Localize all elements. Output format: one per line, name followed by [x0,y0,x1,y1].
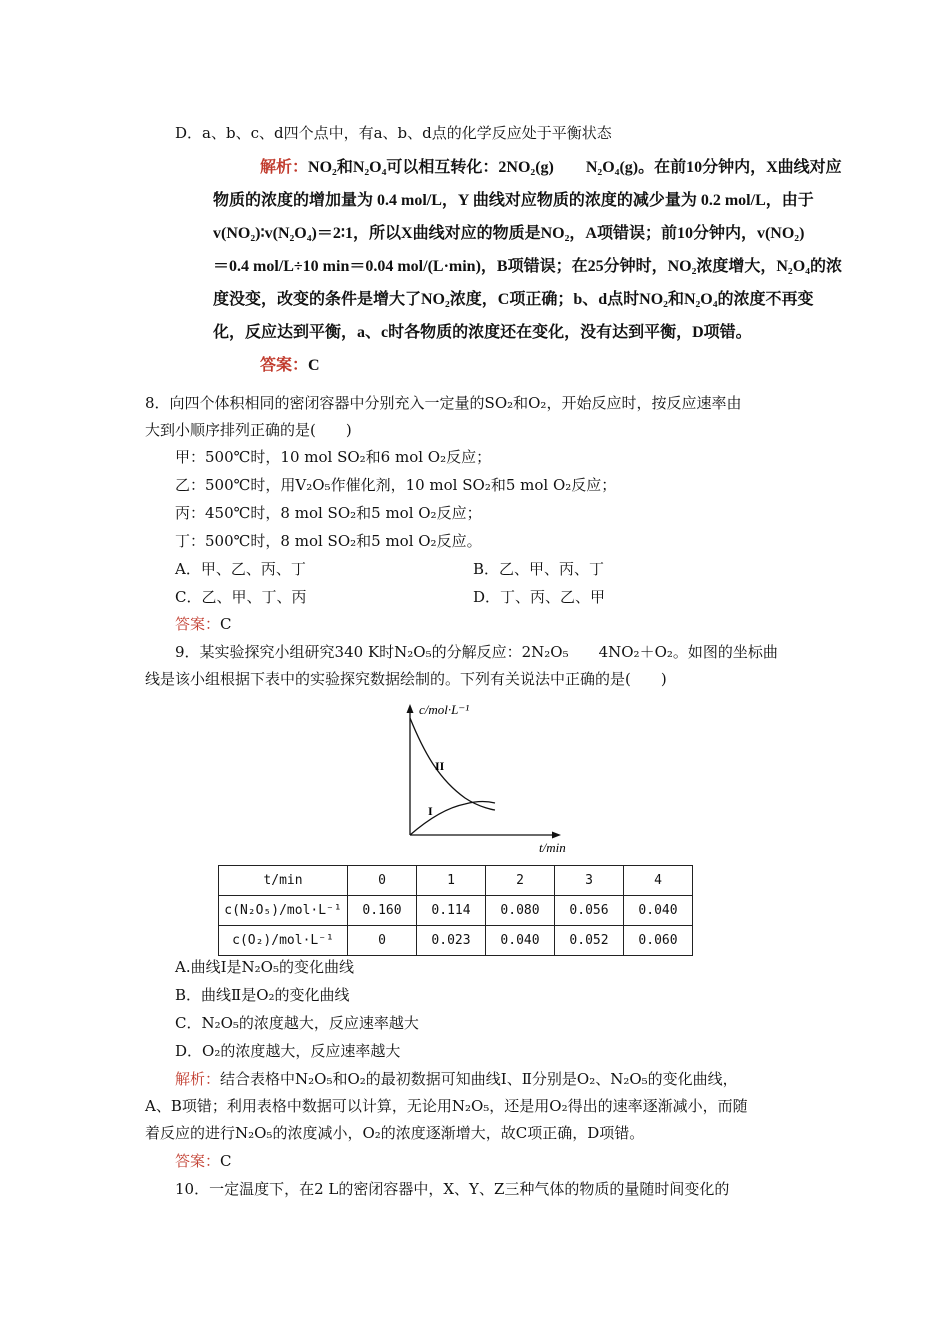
q9-explanation-line-3: 着反应的进行N₂O₅的浓度减小，O₂的浓度逐渐增大，故C项正确，D项错。 [145,1124,645,1142]
q7-answer: 答案：C [260,357,320,374]
q8-cond-jia: 甲：500℃时，10 mol SO₂和6 mol O₂反应； [175,448,492,466]
table-cell: c(O₂)/mol·L⁻¹ [219,926,348,956]
q9-option-c: C．N₂O₅的浓度越大，反应速率越大 [175,1014,419,1032]
q7-explanation-line-5: 度没变，改变的条件是增大了NO₂浓度，C项正确；b、d点时NO₂和N₂O₄的浓度不再变 [213,291,814,308]
q9-option-b: B．曲线Ⅱ是O₂的变化曲线 [175,986,350,1004]
q8-answer: 答案：C [175,615,232,633]
q9-stem-1: 9．某实验探究小组研究340 K时N₂O₅的分解反应：2N₂O₅ 4NO₂＋O₂。如图的坐标曲 [175,643,778,661]
x-axis-arrow [552,832,561,839]
q9-option-d: D．O₂的浓度越大，反应速率越大 [175,1042,401,1060]
q7-explanation-line-2: 物质的浓度的增加量为 0.4 mol/L，Y 曲线对应物质的浓度的减少量为 0.2 mol/L，由于 [213,192,814,209]
table-cell: 0.040 [624,896,693,926]
data-table [218,865,693,956]
q8-stem-1: 8．向四个体积相同的密闭容器中分别充入一定量的SO₂和O₂，开始反应时，按反应速率由 [145,394,742,412]
q8-stem-2: 大到小顺序排列正确的是( ) [145,421,352,439]
q9-stem-2: 线是该小组根据下表中的实验探究数据绘制的。下列有关说法中正确的是( ) [145,670,667,688]
concentration-time-graph [395,700,585,855]
q7-explanation-label: 解析： [260,159,309,176]
q7-explanation-line-3: v(NO₂)∶v(N₂O₄)＝2∶1，所以X曲线对应的物质是NO₂，A项错误；前10分钟内，v(NO₂) [213,225,805,242]
q8-cond-ding: 丁：500℃时，8 mol SO₂和5 mol O₂反应。 [175,532,482,550]
q7-explanation-line-4: ＝0.4 mol/L÷10 min＝0.04 mol/(L·min)，B项错误；在25分钟时，NO₂浓度增大，N₂O₄的浓 [213,258,842,275]
q7-option-d: D．a、b、c、d四个点中，有a、b、d点的化学反应处于平衡状态 [175,124,612,142]
q8-cond-yi: 乙：500℃时，用V₂O₅作催化剂，10 mol SO₂和5 mol O₂反应； [175,476,617,494]
curve-i-label: I [428,804,433,818]
table-cell: 4 [624,866,693,896]
table-cell: 0.052 [555,926,624,956]
table-cell: 0 [348,926,417,956]
table-cell: 0.160 [348,896,417,926]
table-cell: 0.023 [417,926,486,956]
q8-cond-bing: 丙：450℃时，8 mol SO₂和5 mol O₂反应； [175,504,482,522]
table-cell: t/min [219,866,348,896]
q7-explanation-line-6: 化，反应达到平衡，a、c时各物质的浓度还在变化，没有达到平衡，D项错。 [213,324,752,341]
q9-option-a: A.曲线Ⅰ是N₂O₅的变化曲线 [175,958,354,976]
q9-explanation-label: 解析： [175,1070,221,1088]
table-cell: c(N₂O₅)/mol·L⁻¹ [219,896,348,926]
q9-explanation-line-2: A、B项错；利用表格中数据可以计算，无论用N₂O₅，还是用O₂得出的速率逐渐减小，而随 [145,1097,748,1115]
q8-answer-label: 答案： [175,615,221,633]
q7-answer-label: 答案： [260,357,309,374]
table-cell: 0.040 [486,926,555,956]
table-row [219,926,693,956]
q7-explanation-line-1: 解析：NO₂和N₂O₄可以相互转化：2NO₂(g) N₂O₄(g)。在前10分钟内，X曲线对应 [260,159,842,176]
curve-ii-label: II [435,759,445,773]
table-cell: 3 [555,866,624,896]
y-axis-label: c/mol·L⁻¹ [419,702,470,717]
table-cell: 0.114 [417,896,486,926]
q8-option-c: C．乙、甲、丁、丙 [175,588,307,606]
table-cell: 0.056 [555,896,624,926]
table-cell: 0 [348,866,417,896]
table-cell: 1 [417,866,486,896]
table-cell: 0.080 [486,896,555,926]
table-cell: 0.060 [624,926,693,956]
y-axis-arrow [407,704,414,713]
table-cell: 2 [486,866,555,896]
table-header-row [219,866,693,896]
table-row [219,896,693,926]
q8-option-b: B．乙、甲、丙、丁 [473,560,605,578]
q9-answer-label: 答案： [175,1152,221,1170]
x-axis-label: t/min [539,840,566,855]
q8-option-a: A．甲、乙、丙、丁 [175,560,306,578]
q8-option-d: D．丁、丙、乙、甲 [473,588,606,606]
q10-stem-1: 10．一定温度下，在2 L的密闭容器中，X、Y、Z三种气体的物质的量随时间变化的 [175,1180,730,1198]
q9-explanation-line-1: 解析：结合表格中N₂O₅和O₂的最初数据可知曲线Ⅰ、Ⅱ分别是O₂、N₂O₅的变化曲线， [175,1070,738,1088]
q9-answer: 答案：C [175,1152,232,1170]
curve-ii [410,718,495,810]
